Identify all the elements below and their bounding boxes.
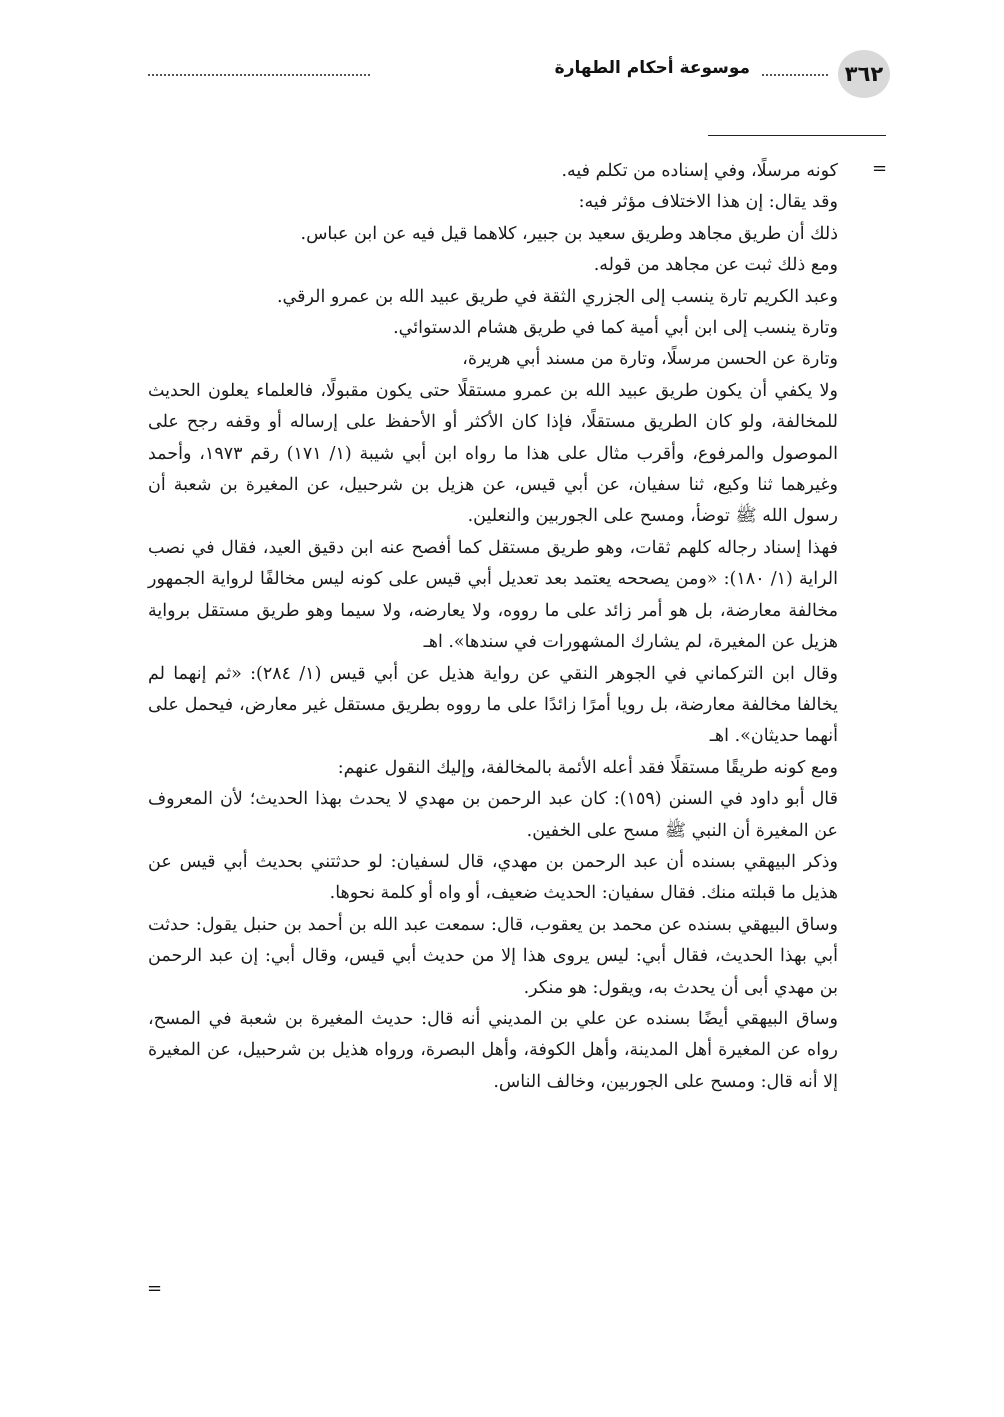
- footnote-continuation-mark-bottom: =: [147, 1278, 163, 1299]
- paragraph: ومع كونه طريقًا مستقلًا فقد أعله الأئمة بالمخالفة، وإليك النقول عنهم:: [337, 757, 838, 778]
- header-dotted-leader-right: [762, 74, 828, 76]
- paragraph: ولا يكفي أن يكون طريق عبيد الله بن عمرو مستقلًا حتى يكون مقبولًا، فالعلماء يعلون الحديث للمخالفة، ولو كان الطريق مستقلًا، فإذا كان الأكثر أو الأحفظ على إرساله أو وقفه رجح على الموصول والمرفوع، وأقرب مثال على هذا ما رواه ابن أبي شيبة (١/ ١٧١) رقم ١٩٧٣، وأحمد وغيرهما ثنا وكيع، ثنا سفيان، عن أبي قيس، عن هزيل بن شرحبيل، عن المغيرة بن شعبة أن رسول الله ﷺ توضأ، ومسح على الجوربين والنعلين.: [148, 380, 838, 527]
- paragraph: قال أبو داود في السنن (١٥٩): كان عبد الرحمن بن مهدي لا يحدث بهذا الحديث؛ لأن المعروف عن المغيرة أن النبي ﷺ مسح على الخفين.: [148, 789, 838, 841]
- paragraph: وتارة ينسب إلى ابن أبي أمية كما في طريق هشام الدستوائي.: [393, 318, 838, 339]
- page-number: ٣٦٢: [838, 50, 890, 98]
- footnote-continuation-mark-top: =: [872, 158, 888, 179]
- footnote-body: [148, 156, 838, 1098]
- paragraph: وساق البيهقي بسنده عن محمد بن يعقوب، قال: سمعت عبد الله بن أحمد بن حنبل يقول: حدثت أبي بهذا الحديث، فقال أبي: ليس يروى هذا إلا من حديث أبي قيس، وقال أبي: إن عبد الرحمن بن مهدي أبى أن يحدث به، ويقول: هو منكر.: [148, 914, 838, 998]
- paragraph: ومع ذلك ثبت عن مجاهد من قوله.: [593, 255, 838, 276]
- paragraph: فهذا إسناد رجاله كلهم ثقات، وهو طريق مستقل كما أفصح عنه ابن دقيق العيد، فقال في نصب الراية (١/ ١٨٠): «ومن يصححه يعتمد بعد تعديل أبي قيس على كونه ليس مخالفًا لرواية الجمهور مخالفة معارضة، بل هو أمر زائد على ما رووه، ولا يعارضه، ولا سيما وهو طريق مستقل برواية هزيل عن المغيرة، لم يشارك المشهورات في سندها». اهـ: [148, 537, 838, 653]
- footnote-separator-rule: [708, 135, 886, 136]
- paragraph: وذكر البيهقي بسنده أن عبد الرحمن بن مهدي، قال لسفيان: لو حدثتني بحديث أبي قيس عن هذيل ما قبلته منك. فقال سفيان: الحديث ضعيف، أو واه أو كلمة نحوها.: [148, 851, 838, 904]
- paragraph: وقال ابن التركماني في الجوهر النقي عن رواية هذيل عن أبي قيس (١/ ٢٨٤): «ثم إنهما لم يخالفا مخالفة معارضة، بل رويا أمرًا زائدًا على ما رووه بطريق مستقل غير معارض، فيحمل على أنهما حديثان». اهـ: [148, 663, 838, 747]
- header-title: موسوعة أحكام الطهارة: [554, 58, 750, 78]
- paragraph: وعبد الكريم تارة ينسب إلى الجزري الثقة في طريق عبيد الله بن عمرو الرقي.: [276, 286, 838, 307]
- paragraph: وتارة عن الحسن مرسلًا، وتارة من مسند أبي هريرة،: [462, 349, 838, 370]
- paragraph: وساق البيهقي أيضًا بسنده عن علي بن المديني أنه قال: حديث المغيرة بن شعبة في المسح، رواه عن المغيرة أهل المدينة، وأهل الكوفة، وأهل البصرة، ورواه هذيل بن شرحبيل، عن المغيرة إلا أنه قال: ومسح على الجوربين، وخالف الناس.: [148, 1008, 838, 1092]
- running-header: [148, 50, 890, 98]
- paragraph: كونه مرسلًا، وفي إسناده من تكلم فيه.: [561, 161, 838, 181]
- paragraph: ذلك أن طريق مجاهد وطريق سعيد بن جبير، كلاهما قيل فيه عن ابن عباس.: [300, 223, 838, 244]
- paragraph: وقد يقال: إن هذا الاختلاف مؤثر فيه:: [578, 192, 838, 213]
- header-dotted-leader-left: [148, 74, 370, 76]
